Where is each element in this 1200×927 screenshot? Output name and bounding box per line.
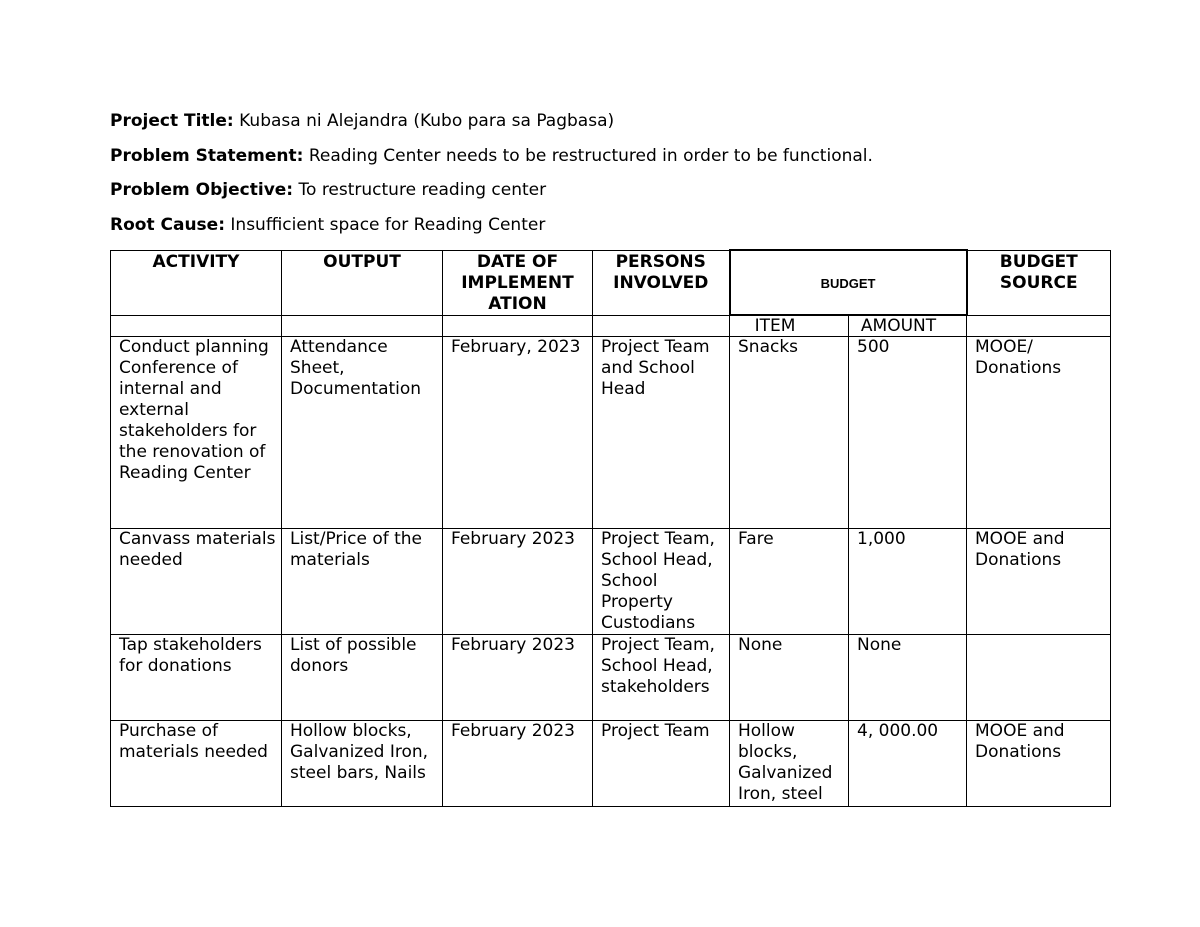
action-plan-table <box>110 249 1111 807</box>
cell-activity: Conduct planning Conference of internal and external stakeholders for the renovation of Reading Center <box>111 337 282 529</box>
column-header-amount: AMOUNT <box>849 315 967 337</box>
problem-statement-value: Reading Center needs to be restructured in order to be functional. <box>303 146 873 166</box>
cell-amount: 4, 000.00 <box>849 721 967 807</box>
column-header-activity: ACTIVITY <box>111 250 282 315</box>
root-cause-value: Insufficient space for Reading Center <box>225 215 546 235</box>
root-cause-line <box>110 214 545 236</box>
cell-persons: Project Team, School Head, stakeholders <box>593 635 730 721</box>
table-row <box>111 337 1111 529</box>
table-row <box>111 529 1111 635</box>
table-subheader-row <box>111 315 1111 337</box>
cell-source <box>967 635 1111 721</box>
cell-item: Fare <box>730 529 849 635</box>
table-row <box>111 721 1111 807</box>
cell-item: Hollow blocks, Galvanized Iron, steel <box>730 721 849 807</box>
cell-source: MOOE and Donations <box>967 529 1111 635</box>
cell-output: Attendance Sheet, Documentation <box>282 337 443 529</box>
cell-activity: Tap stakeholders for donations <box>111 635 282 721</box>
cell-persons: Project Team <box>593 721 730 807</box>
cell-source: MOOE and Donations <box>967 721 1111 807</box>
table-row <box>111 635 1111 721</box>
project-title-label: Project Title: <box>110 111 234 131</box>
column-header-item: ITEM <box>730 315 849 337</box>
cell-amount: 1,000 <box>849 529 967 635</box>
problem-objective-line <box>110 179 546 201</box>
cell-amount: 500 <box>849 337 967 529</box>
cell-date: February 2023 <box>443 721 593 807</box>
column-header-output: OUTPUT <box>282 250 443 315</box>
project-title-value: Kubasa ni Alejandra (Kubo para sa Pagbasa) <box>233 111 615 131</box>
cell-amount: None <box>849 635 967 721</box>
root-cause-label: Root Cause: <box>110 215 225 235</box>
cell-item: Snacks <box>730 337 849 529</box>
table-header-row <box>111 250 1111 315</box>
cell-output: List of possible donors <box>282 635 443 721</box>
cell-activity: Purchase of materials needed <box>111 721 282 807</box>
cell-output: Hollow blocks, Galvanized Iron, steel bars, Nails <box>282 721 443 807</box>
column-header-date: DATE OF IMPLEMENT ATION <box>443 250 593 315</box>
cell-date: February 2023 <box>443 529 593 635</box>
problem-objective-value: To restructure reading center <box>293 180 547 200</box>
column-header-source: BUDGET SOURCE <box>967 250 1111 315</box>
cell-output: List/Price of the materials <box>282 529 443 635</box>
problem-statement-line <box>110 145 873 167</box>
column-header-persons: PERSONS INVOLVED <box>593 250 730 315</box>
cell-source: MOOE/ Donations <box>967 337 1111 529</box>
cell-activity: Canvass materials needed <box>111 529 282 635</box>
cell-date: February 2023 <box>443 635 593 721</box>
column-header-budget: BUDGET <box>730 250 967 315</box>
project-title-line <box>110 110 614 132</box>
cell-persons: Project Team, School Head, School Property Custodians <box>593 529 730 635</box>
cell-persons: Project Team and School Head <box>593 337 730 529</box>
cell-item: None <box>730 635 849 721</box>
cell-date: February, 2023 <box>443 337 593 529</box>
problem-statement-label: Problem Statement: <box>110 146 304 166</box>
problem-objective-label: Problem Objective: <box>110 180 294 200</box>
